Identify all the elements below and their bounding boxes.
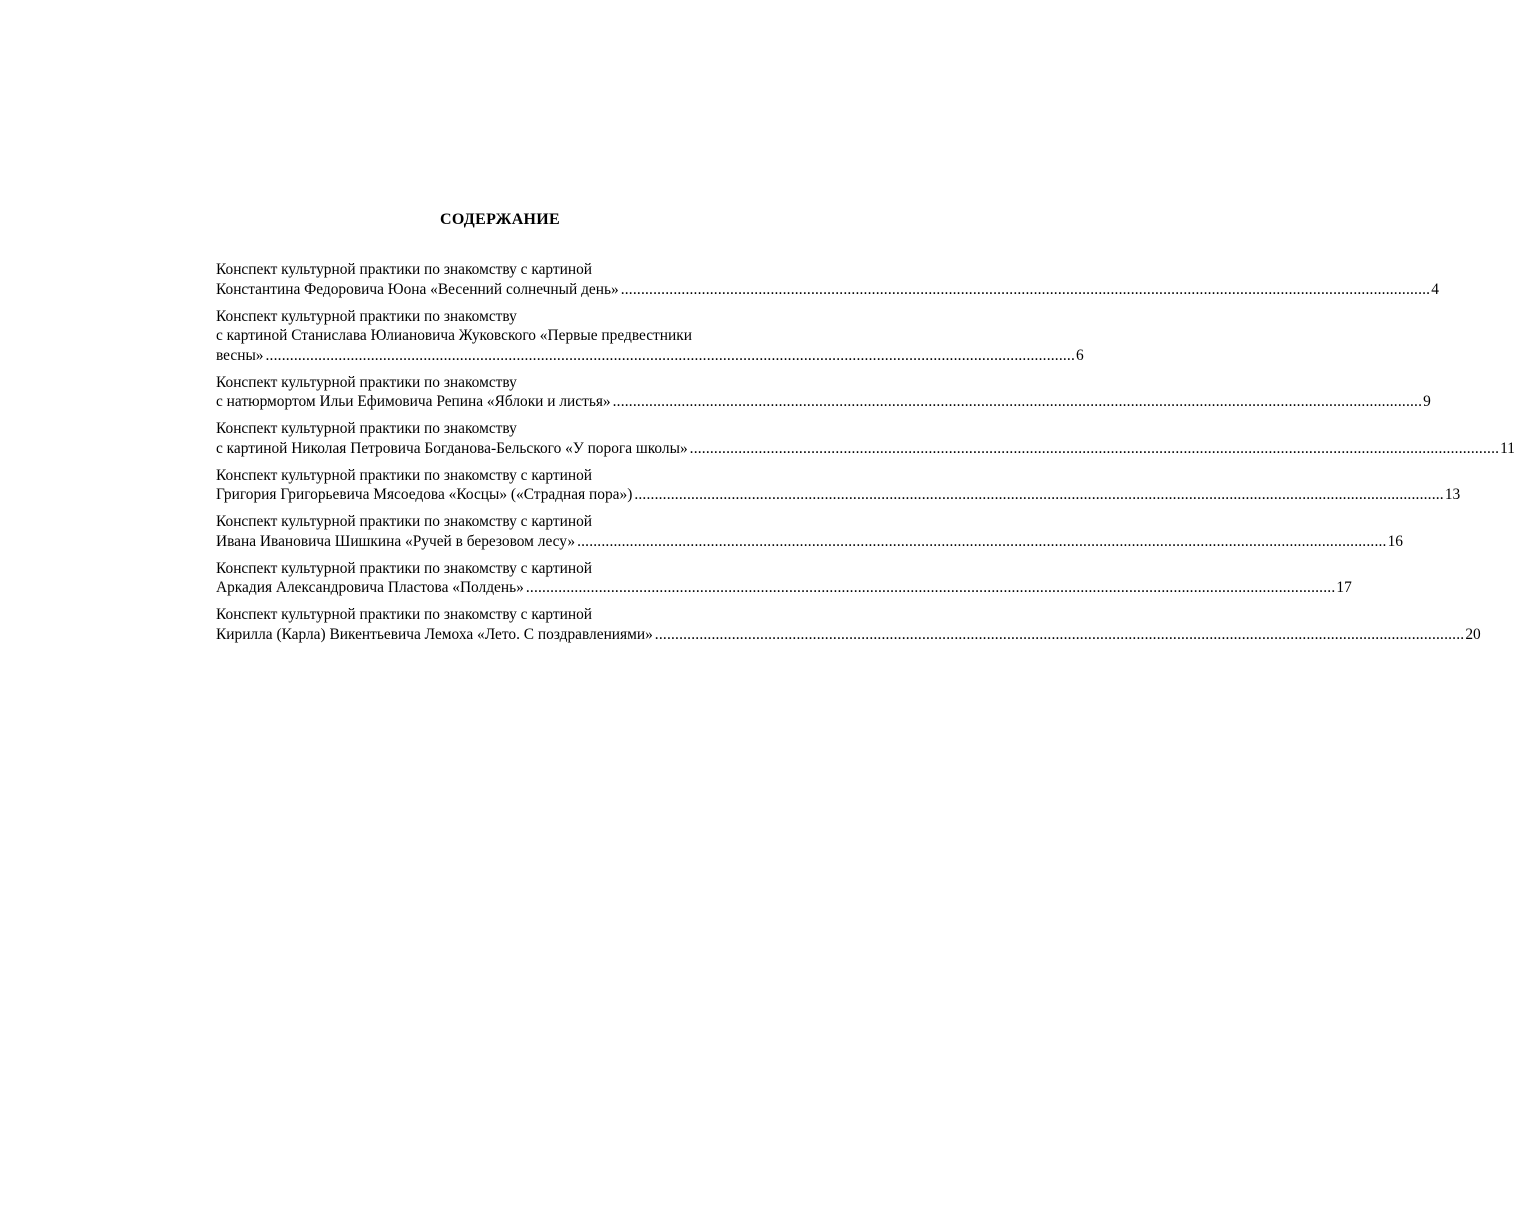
- toc-entry[interactable]: [216, 605, 1481, 644]
- dot-leader: ........................................................................................................................................................................................................: [689, 439, 1500, 457]
- dot-leader: ........................................................................................................................................................................................................: [634, 486, 1444, 503]
- toc-page-number: 9: [1423, 393, 1431, 410]
- toc-entry-text-line: Конспект культурной практики по знакомству с картиной: [216, 513, 593, 530]
- toc-entry-title-end: с картиной Николая Петровича Богданова-Бельского «У порога школы»: [216, 439, 688, 457]
- dot-leader: ........................................................................................................................................................................................................: [620, 280, 1431, 298]
- toc-page-number: 4: [1431, 280, 1439, 298]
- toc-entry-title-end: Аркадия Александровича Пластова «Полдень»: [216, 579, 524, 596]
- toc-entry-text-line: Конспект культурной практики по знакомству с картиной: [216, 261, 593, 278]
- toc-entry[interactable]: [216, 419, 1515, 458]
- toc-entry[interactable]: [216, 260, 1439, 299]
- dot-leader: ........................................................................................................................................................................................................: [654, 625, 1465, 643]
- table-of-contents: [216, 260, 1515, 652]
- toc-entry-last-line: [216, 485, 1461, 505]
- toc-entry-text-line: Конспект культурной практики по знакомству с картиной: [216, 606, 593, 623]
- toc-entry-text-line: с картиной Станислава Юлиановича Жуковского «Первые предвестники: [216, 327, 692, 344]
- toc-entry-last-line: [216, 280, 1439, 300]
- toc-entry-title-end: весны»: [216, 346, 264, 364]
- dot-leader: ........................................................................................................................................................................................................: [612, 393, 1423, 410]
- toc-entry-last-line: [216, 346, 1084, 366]
- toc-entry-text-line: Конспект культурной практики по знакомству с картиной: [216, 466, 593, 484]
- toc-entry-text-line: Конспект культурной практики по знакомству: [216, 307, 517, 325]
- toc-entry[interactable]: [216, 307, 1084, 366]
- toc-entry-title-end: Ивана Ивановича Шишкина «Ручей в березовом лесу»: [216, 532, 576, 550]
- toc-page-number: 6: [1076, 346, 1084, 364]
- toc-page-number: 20: [1465, 625, 1481, 643]
- dot-leader: ........................................................................................................................................................................................................: [577, 532, 1387, 550]
- toc-entry[interactable]: [216, 512, 1403, 551]
- toc-entry[interactable]: [216, 559, 1352, 598]
- toc-entry-title-end: Константина Федоровича Юона «Весенний солнечный день»: [216, 280, 619, 298]
- toc-entry-last-line: [216, 439, 1515, 459]
- toc-entry-last-line: [216, 532, 1403, 552]
- toc-entry-title-end: Кирилла (Карла) Викентьевича Лемоха «Лето. С поздравлениями»: [216, 625, 653, 643]
- dot-leader: ........................................................................................................................................................................................................: [265, 346, 1076, 364]
- toc-entry[interactable]: [216, 373, 1431, 412]
- toc-entry-text-line: Конспект культурной практики по знакомству: [216, 420, 517, 437]
- toc-entry-text-line: Конспект культурной практики по знакомству с картиной: [216, 559, 593, 577]
- page-title: СОДЕРЖАНИЕ: [439, 211, 561, 228]
- toc-page-number: 17: [1336, 579, 1352, 596]
- toc-entry-title-end: Григория Григорьевича Мясоедова «Косцы» («Страдная пора»): [216, 486, 633, 503]
- toc-entry-last-line: [216, 578, 1352, 598]
- toc-entry[interactable]: [216, 466, 1461, 505]
- toc-entry-last-line: [216, 392, 1431, 412]
- toc-entry-title-end: с натюрмортом Ильи Ефимовича Репина «Яблоки и листья»: [216, 393, 611, 410]
- toc-entry-last-line: [216, 625, 1481, 645]
- toc-page-number: 11: [1500, 439, 1515, 457]
- dot-leader: ........................................................................................................................................................................................................: [525, 579, 1336, 596]
- toc-entry-text-line: Конспект культурной практики по знакомству: [216, 373, 517, 391]
- toc-page-number: 13: [1444, 486, 1461, 503]
- toc-page-number: 16: [1387, 532, 1403, 550]
